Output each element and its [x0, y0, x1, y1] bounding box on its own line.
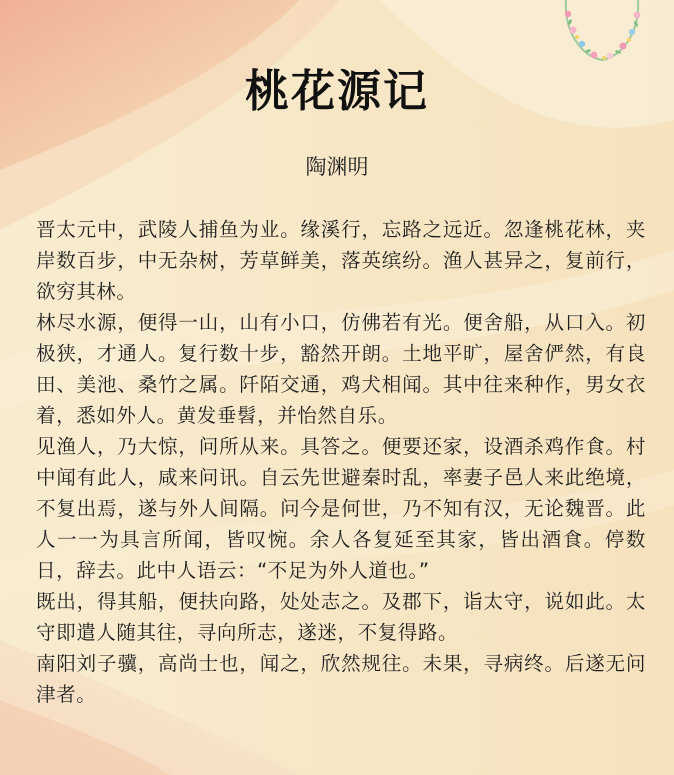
- page-title: 桃花源记: [245, 66, 429, 117]
- paragraph: 既出，得其船，便扶向路，处处志之。及郡下，诣太守，说如此。太守即遣人随其往，寻向所志，遂迷，不复得路。: [36, 590, 646, 644]
- author-name: 陶渊明: [305, 155, 369, 179]
- paragraph: 南阳刘子骥，高尚士也，闻之，欣然规往。未果，寻病终。后遂无问津者。: [36, 652, 646, 706]
- paragraph: 晋太元中，武陵人捕鱼为业。缘溪行，忘路之远近。忽逢桃花林，夹岸数百步，中无杂树，芳草鲜美，落英缤纷。渔人甚异之，复前行，欲穷其林。: [36, 218, 646, 303]
- article-body: [36, 214, 646, 710]
- paragraph: 林尽水源，便得一山，山有小口，仿佛若有光。便舍船，从口入。初极狭，才通人。复行数十步，豁然开朗。土地平旷，屋舍俨然，有良田、美池、桑竹之属。阡陌交通，鸡犬相闻。其中往来种作，男女衣着，悉如外人。黄发垂髫，并怡然自乐。: [36, 311, 646, 427]
- paragraph: 见渔人，乃大惊，问所从来。具答之。便要还家，设酒杀鸡作食。村中闻有此人，咸来问讯。自云先世避秦时乱，率妻子邑人来此绝境，不复出焉，遂与外人间隔。问今是何世，乃不知有汉，无论魏晋。此人一一为具言所闻，皆叹惋。余人各复延至其家，皆出酒食。停数日，辞去。此中人语云：“不足为外人道也。”: [36, 435, 646, 582]
